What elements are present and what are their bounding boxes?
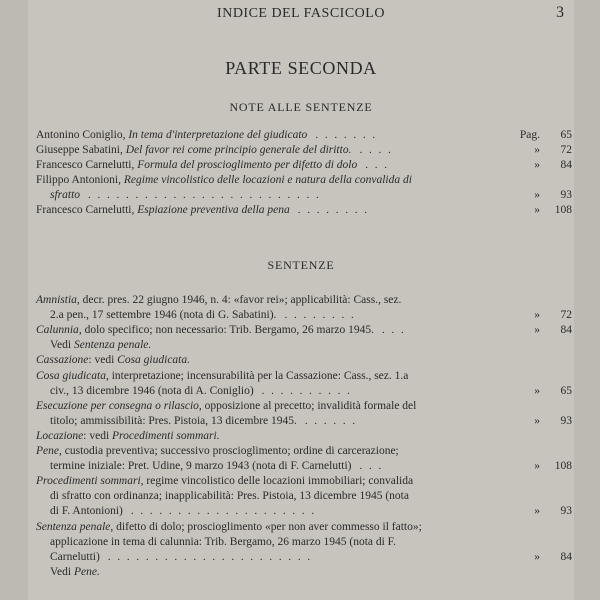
- entry-description: Vedi: [50, 565, 74, 578]
- index-entry: [50, 504, 574, 518]
- section-heading: SENTENZE: [267, 258, 335, 272]
- entry-text: [36, 353, 190, 367]
- entry-author: Giuseppe Sabatini,: [36, 144, 126, 156]
- index-entry: [36, 444, 574, 458]
- entry-text: [36, 520, 422, 534]
- entry-description: titolo; ammissibilità: Pres. Pistoia, 13 dicembre 1945.: [50, 414, 297, 427]
- entry-page-number: 108: [554, 460, 572, 473]
- running-title: INDICE DEL FASCICOLO: [217, 6, 385, 21]
- page-reference-mark: »: [534, 505, 540, 518]
- entry-description: di sfratto con ordinanza; inapplicabilità: Pres. Pistoia, 13 dicembre 1945 (nota: [50, 490, 409, 503]
- entry-text: [50, 550, 100, 564]
- index-entry: [50, 188, 574, 202]
- leader-dots: . . . . . . . .: [284, 309, 356, 322]
- entry-description: , interpretazione; incensurabilità per la Cassazione: Cass., sez. 1.a: [105, 369, 409, 382]
- leader-dots: . . . . . . .: [315, 129, 378, 141]
- entry-description: , dolo specifico; non necessario: Trib. Bergamo, 26 marzo 1945.: [78, 324, 375, 337]
- page-reference-mark: »: [534, 159, 540, 171]
- index-entry: [36, 203, 574, 217]
- entry-description: Carnelutti): [50, 550, 100, 563]
- entry-author: Filippo Antonioni,: [36, 174, 124, 186]
- entry-text: [36, 474, 413, 488]
- leader-dots: . . . .: [359, 144, 393, 156]
- entry-cross-reference: Sentenza penale.: [73, 339, 152, 352]
- entry-description: , opposizione al precetto; invalidità formale del: [198, 399, 417, 412]
- entry-cross-reference: Cosa giudicata.: [117, 354, 190, 367]
- leader-dots: . . .: [365, 159, 389, 171]
- page-reference-mark: »: [534, 460, 540, 473]
- entry-description: 2.a pen., 17 settembre 1946 (nota di G. Sabatini).: [50, 309, 277, 322]
- entry-page-number: 84: [560, 550, 572, 563]
- page-number: 3: [556, 4, 564, 21]
- document-page: [28, 0, 574, 600]
- leader-dots: . . . . . .: [304, 414, 358, 427]
- entry-keyword: Regime vincolistico delle locazioni e natura della convalida di: [123, 174, 412, 186]
- entry-text: [36, 369, 408, 383]
- section-heading: NOTE ALLE SENTENZE: [229, 100, 373, 114]
- index-entry: [36, 369, 574, 383]
- entry-cross-reference: Pene.: [73, 565, 100, 578]
- leader-dots: . . . . . . . . . . . . . . . . . . . . . . . . .: [88, 189, 321, 201]
- entry-text: [50, 338, 151, 352]
- index-entry: [50, 414, 574, 428]
- index-entry: [50, 459, 574, 473]
- entry-description: , decr. pres. 22 giugno 1946, n. 4: «favor rei»; applicabilità: Cass., sez.: [76, 294, 402, 306]
- entry-description: termine iniziale: Pret. Udine, 9 marzo 1943 (nota di F. Carnelutti): [50, 460, 352, 473]
- entry-page-number: 65: [560, 129, 572, 141]
- entry-keyword: In tema d'interpretazione del giudicato: [128, 129, 308, 141]
- entry-text: [36, 323, 374, 337]
- page-reference-mark: Pag.: [519, 129, 540, 141]
- index-entry: [50, 384, 574, 398]
- entry-description: : vedi: [83, 429, 113, 442]
- index-entry: [50, 550, 574, 564]
- entry-description: applicazione in tema di calunnia: Trib. Bergamo, 26 marzo 1945 (nota di F.: [50, 535, 397, 548]
- entry-description: : vedi: [88, 354, 118, 367]
- page-reference-mark: »: [534, 144, 540, 156]
- entry-keyword: Cassazione: [36, 354, 89, 367]
- leader-dots: . . . . . . . . . . . . . . . . . . . . . .: [107, 550, 313, 563]
- entry-text: [50, 188, 80, 202]
- entry-page-number: 65: [560, 384, 572, 397]
- entry-page-number: 84: [560, 159, 572, 171]
- page-reference-mark: »: [534, 189, 540, 201]
- entry-text: [36, 173, 412, 187]
- index-entry: [36, 399, 574, 413]
- entry-text: [50, 504, 123, 518]
- entry-page-number: 84: [560, 324, 572, 337]
- entry-text: [36, 158, 357, 172]
- entry-description: , regime vincolistico delle locazioni immobiliari; convalida: [140, 475, 414, 488]
- entry-author: Antonino Coniglio,: [36, 129, 129, 141]
- entry-keyword: Cosa giudicata: [36, 369, 106, 382]
- index-entry: [36, 158, 574, 172]
- index-entry: [50, 489, 574, 503]
- page-reference-mark: »: [534, 204, 540, 216]
- page-reference-mark: »: [534, 324, 540, 337]
- part-title: PARTE SECONDA: [225, 58, 377, 78]
- entry-text: [36, 444, 399, 458]
- entry-description: , custodia preventiva; successivo proscioglimento; ordine di carcerazione;: [58, 445, 399, 457]
- entry-text: [36, 399, 416, 413]
- entry-text: [50, 535, 396, 549]
- entry-page-number: 93: [560, 505, 572, 518]
- index-entry: [36, 429, 574, 443]
- index-entry: [36, 353, 574, 367]
- page-reference-mark: »: [534, 309, 540, 322]
- entry-page-number: 72: [560, 144, 572, 156]
- index-entry: [36, 128, 574, 142]
- entry-keyword: Del favor rei come principio generale del diritto.: [125, 144, 352, 156]
- entry-author: Francesco Carnelutti,: [36, 159, 138, 171]
- entry-keyword: Esecuzione per consegna o rilascio: [36, 399, 199, 412]
- entry-keyword: Amnistia: [36, 294, 77, 306]
- leader-dots: . . . . . . . . . . . . . . . . . . . .: [130, 505, 317, 518]
- index-entry: [36, 293, 574, 307]
- index-entry: [36, 520, 574, 534]
- page-reference-mark: »: [534, 550, 540, 563]
- index-entry: [36, 143, 574, 157]
- index-entry: [50, 565, 574, 579]
- entry-keyword: Sentenza penale: [36, 520, 111, 533]
- index-entry: [36, 474, 574, 488]
- index-entry: [50, 535, 574, 549]
- entry-cross-reference: Procedimenti sommari.: [112, 429, 220, 442]
- index-entry: [50, 308, 574, 322]
- entry-description: Vedi: [50, 339, 74, 352]
- entry-text: [50, 308, 276, 322]
- entry-description: di F. Antonioni): [50, 505, 123, 518]
- entry-author: Francesco Carnelutti,: [36, 204, 138, 216]
- entry-text: [36, 293, 401, 307]
- entry-description: civ., 13 dicembre 1946 (nota di A. Coniglio): [50, 384, 254, 397]
- entry-keyword: Procedimenti sommari: [36, 475, 141, 488]
- entry-text: [50, 489, 409, 503]
- entry-text: [36, 128, 307, 142]
- entry-text: [36, 203, 290, 217]
- entry-text: [50, 459, 352, 473]
- entry-text: [50, 414, 297, 428]
- entry-keyword: sfratto: [50, 189, 81, 201]
- entry-keyword: Locazione: [36, 429, 84, 442]
- entry-page-number: 108: [554, 204, 572, 216]
- leader-dots: . . .: [382, 324, 406, 337]
- entry-text: [50, 384, 254, 398]
- entry-page-number: 93: [560, 414, 572, 427]
- entry-keyword: Formula del proscioglimento per difetto di dolo: [137, 159, 358, 171]
- entry-page-number: 72: [560, 309, 572, 322]
- index-entry: [36, 173, 574, 187]
- index-entry: [50, 338, 574, 352]
- index-entry: [36, 323, 574, 337]
- entry-description: , difetto di dolo; proscioglimento «per non aver commesso il fatto»;: [110, 520, 422, 533]
- entry-text: [50, 565, 100, 579]
- leader-dots: . . .: [359, 460, 384, 473]
- leader-dots: . . . . . . . . . .: [261, 384, 352, 397]
- page-header: [28, 6, 574, 26]
- page-reference-mark: »: [534, 414, 540, 427]
- leader-dots: . . . . . . . .: [297, 204, 370, 216]
- page-reference-mark: »: [534, 384, 540, 397]
- entry-keyword: Espiazione preventiva della pena: [137, 204, 290, 216]
- entry-page-number: 93: [560, 189, 572, 201]
- entry-keyword: Calunnia: [36, 324, 79, 337]
- entry-text: [36, 143, 351, 157]
- entry-text: [36, 429, 220, 443]
- entry-keyword: Pene: [36, 445, 59, 457]
